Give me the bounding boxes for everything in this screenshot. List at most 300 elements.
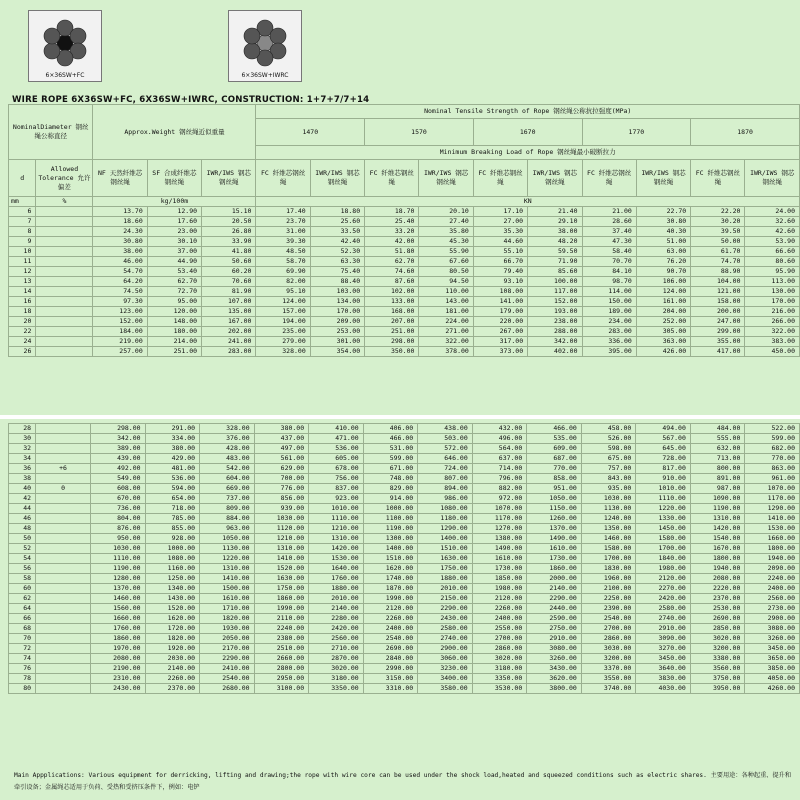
weight-cell: 2290.00 <box>200 654 255 664</box>
breaking-load-cell: 1420.00 <box>690 524 745 534</box>
table-row <box>9 574 800 584</box>
breaking-load-cell: 1990.00 <box>254 604 309 614</box>
weight-cell: 152.00 <box>93 317 147 327</box>
breaking-load-cell: 714.00 <box>472 464 527 474</box>
weight-cell: 180.00 <box>147 327 201 337</box>
table-row <box>9 664 800 674</box>
weight-cell: 30.10 <box>147 237 201 247</box>
breaking-load-cell: 1640.00 <box>309 564 364 574</box>
weight-cell: 107.00 <box>202 297 256 307</box>
breaking-load-cell: 3020.00 <box>309 664 364 674</box>
breaking-load-cell: 380.00 <box>254 424 309 434</box>
tolerance-cell <box>36 267 93 277</box>
table-row <box>9 257 800 267</box>
weight-cell: 202.00 <box>202 327 256 337</box>
weight-cell: 670.00 <box>91 494 146 504</box>
diameter-cell: 78 <box>9 674 36 684</box>
table-row <box>9 454 800 464</box>
weight-cell: 12.90 <box>147 207 201 217</box>
breaking-load-cell: 2080.00 <box>690 574 745 584</box>
weight-cell: 120.00 <box>147 307 201 317</box>
breaking-load-cell: 2580.00 <box>636 604 691 614</box>
diameter-cell: 28 <box>9 424 36 434</box>
breaking-load-cell: 67.60 <box>419 257 473 267</box>
breaking-load-cell: 328.00 <box>256 347 310 357</box>
breaking-load-cell: 972.00 <box>472 494 527 504</box>
breaking-load-cell: 38.00 <box>528 227 582 237</box>
breaking-load-cell: 1170.00 <box>472 514 527 524</box>
breaking-load-cell: 632.00 <box>690 444 745 454</box>
weight-cell: 2540.00 <box>200 674 255 684</box>
table-row <box>9 347 800 357</box>
breaking-load-cell: 1070.00 <box>745 484 800 494</box>
weight-cell: 62.70 <box>147 277 201 287</box>
table-row <box>9 634 800 644</box>
breaking-load-cell: 133.00 <box>365 297 419 307</box>
breaking-load-cell: 682.00 <box>745 444 800 454</box>
breaking-load-cell: 22.70 <box>636 207 690 217</box>
weight-cell: 2310.00 <box>91 674 146 684</box>
tolerance-cell <box>36 247 93 257</box>
breaking-load-cell: 1940.00 <box>745 554 800 564</box>
breaking-load-cell: 33.50 <box>310 227 364 237</box>
breaking-load-cell: 2260.00 <box>472 604 527 614</box>
weight-cell: 1430.00 <box>145 594 200 604</box>
tolerance-cell: +6 <box>36 464 91 474</box>
weight-cell: 54.70 <box>93 267 147 277</box>
breaking-load-cell: 2400.00 <box>472 614 527 624</box>
breaking-load-cell: 2430.00 <box>418 614 473 624</box>
diameter-cell: 60 <box>9 584 36 594</box>
diameter-cell: 30 <box>9 434 36 444</box>
weight-cell: 928.00 <box>145 534 200 544</box>
breaking-load-cell: 267.00 <box>473 327 527 337</box>
breaking-load-cell: 158.00 <box>691 297 745 307</box>
breaking-load-cell: 599.00 <box>363 454 418 464</box>
breaking-load-cell: 770.00 <box>745 454 800 464</box>
breaking-load-cell: 522.00 <box>745 424 800 434</box>
breaking-load-cell: 939.00 <box>254 504 309 514</box>
weight-cell: 1030.00 <box>91 544 146 554</box>
breaking-load-cell: 1980.00 <box>636 564 691 574</box>
diameter-cell: 12 <box>9 267 36 277</box>
breaking-load-cell: 80.50 <box>419 267 473 277</box>
breaking-load-cell: 1880.00 <box>309 584 364 594</box>
weight-cell: 167.00 <box>202 317 256 327</box>
breaking-load-cell: 266.00 <box>745 317 800 327</box>
breaking-load-cell: 373.00 <box>473 347 527 357</box>
breaking-load-cell: 2710.00 <box>309 644 364 654</box>
weight-cell: 1920.00 <box>145 644 200 654</box>
breaking-load-cell: 1380.00 <box>472 534 527 544</box>
breaking-load-cell: 599.00 <box>745 434 800 444</box>
breaking-load-cell: 150.00 <box>582 297 636 307</box>
weight-cell: 135.00 <box>202 307 256 317</box>
breaking-load-cell: 2860.00 <box>581 634 636 644</box>
breaking-load-cell: 143.00 <box>419 297 473 307</box>
breaking-load-cell: 1190.00 <box>363 524 418 534</box>
diameter-cell: 22 <box>9 327 36 337</box>
weight-cell: 1500.00 <box>200 584 255 594</box>
breaking-load-cell: 18.80 <box>310 207 364 217</box>
table-row <box>9 484 800 494</box>
breaking-load-cell: 181.00 <box>419 307 473 317</box>
breaking-load-cell: 1630.00 <box>254 574 309 584</box>
iwr-header: IWR/IWS 钢芯钢丝绳 <box>419 160 473 197</box>
tolerance-cell <box>36 514 91 524</box>
breaking-load-cell: 31.00 <box>256 227 310 237</box>
breaking-load-cell: 152.00 <box>528 297 582 307</box>
weight-cell: 1660.00 <box>91 614 146 624</box>
breaking-load-cell: 2400.00 <box>363 624 418 634</box>
breaking-load-cell: 1350.00 <box>581 524 636 534</box>
breaking-load-cell: 141.00 <box>473 297 527 307</box>
breaking-load-cell: 1130.00 <box>581 504 636 514</box>
breaking-load-cell: 837.00 <box>309 484 364 494</box>
tolerance-cell <box>36 654 91 664</box>
breaking-load-cell: 37.40 <box>582 227 636 237</box>
weight-cell: 44.90 <box>147 257 201 267</box>
breaking-load-cell: 748.00 <box>363 474 418 484</box>
weight-cell: 219.00 <box>93 337 147 347</box>
breaking-load-cell: 536.00 <box>309 444 364 454</box>
sf-header: SF 合成纤维芯钢丝绳 <box>147 160 201 197</box>
weight-cell: 241.00 <box>202 337 256 347</box>
breaking-load-cell: 466.00 <box>527 424 582 434</box>
breaking-load-cell: 3270.00 <box>636 644 691 654</box>
tolerance-cell <box>36 594 91 604</box>
breaking-load-cell: 1150.00 <box>527 504 582 514</box>
breaking-load-cell: 2240.00 <box>745 574 800 584</box>
breaking-load-cell: 756.00 <box>309 474 364 484</box>
breaking-load-cell: 4260.00 <box>745 684 800 694</box>
breaking-load-cell: 484.00 <box>690 424 745 434</box>
breaking-load-cell: 69.90 <box>256 267 310 277</box>
breaking-load-cell: 1670.00 <box>690 544 745 554</box>
breaking-load-cell: 47.30 <box>582 237 636 247</box>
breaking-load-cell: 646.00 <box>418 454 473 464</box>
tolerance-cell <box>36 504 91 514</box>
weight-cell: 1520.00 <box>145 604 200 614</box>
iwr-header: IWR/IWS 钢芯钢丝绳 <box>636 160 690 197</box>
breaking-load-cell: 3090.00 <box>636 634 691 644</box>
breaking-load-cell: 3740.00 <box>581 684 636 694</box>
breaking-load-cell: 39.30 <box>256 237 310 247</box>
breaking-load-cell: 1740.00 <box>363 574 418 584</box>
breaking-load-cell: 395.00 <box>582 347 636 357</box>
diameter-cell: 56 <box>9 564 36 574</box>
breaking-load-cell: 2800.00 <box>254 664 309 674</box>
breaking-load-cell: 2240.00 <box>254 624 309 634</box>
breaking-load-cell: 3830.00 <box>636 674 691 684</box>
weight-cell: 376.00 <box>200 434 255 444</box>
breaking-load-cell: 4050.00 <box>745 674 800 684</box>
unit-weight: kg/100m <box>93 197 256 207</box>
breaking-load-cell: 1310.00 <box>690 514 745 524</box>
breaking-load-cell: 3100.00 <box>254 684 309 694</box>
breaking-load-cell: 363.00 <box>636 337 690 347</box>
tolerance-cell <box>36 614 91 624</box>
breaking-load-cell: 3020.00 <box>472 654 527 664</box>
breaking-load-cell: 71.90 <box>528 257 582 267</box>
breaking-load-cell: 700.00 <box>254 474 309 484</box>
breaking-load-cell: 23.70 <box>256 217 310 227</box>
breaking-load-cell: 21.40 <box>528 207 582 217</box>
breaking-load-cell: 2140.00 <box>309 604 364 614</box>
weight-cell: 669.00 <box>200 484 255 494</box>
breaking-load-cell: 251.00 <box>365 327 419 337</box>
breaking-load-cell: 863.00 <box>745 464 800 474</box>
breaking-load-cell: 21.00 <box>582 207 636 217</box>
breaking-load-cell: 1510.00 <box>418 544 473 554</box>
breaking-load-cell: 317.00 <box>473 337 527 347</box>
tolerance-cell <box>36 584 91 594</box>
weight-cell: 429.00 <box>145 454 200 464</box>
diameter-cell: 11 <box>9 257 36 267</box>
image-caption-fc: 6×36SW+FC <box>45 72 85 79</box>
breaking-load-cell: 2540.00 <box>363 634 418 644</box>
breaking-load-cell: 75.40 <box>310 267 364 277</box>
weight-cell: 46.00 <box>93 257 147 267</box>
diameter-cell: 40 <box>9 484 36 494</box>
breaking-load-cell: 85.60 <box>528 267 582 277</box>
weight-cell: 342.00 <box>91 434 146 444</box>
breaking-load-cell: 1300.00 <box>363 534 418 544</box>
weight-cell: 24.30 <box>93 227 147 237</box>
weight-cell: 72.70 <box>147 287 201 297</box>
tolerance-cell <box>36 317 93 327</box>
breaking-load-cell: 247.00 <box>691 317 745 327</box>
breaking-load-cell: 161.00 <box>636 297 690 307</box>
weight-cell: 608.00 <box>91 484 146 494</box>
breaking-load-cell: 110.00 <box>419 287 473 297</box>
breaking-load-cell: 675.00 <box>581 454 636 464</box>
weight-cell: 1610.00 <box>200 594 255 604</box>
tolerance-cell <box>36 564 91 574</box>
breaking-load-cell: 82.00 <box>256 277 310 287</box>
weight-cell: 298.00 <box>91 424 146 434</box>
breaking-load-cell: 466.00 <box>363 434 418 444</box>
tolerance-cell <box>36 644 91 654</box>
fc-header: FC 纤维芯钢丝绳 <box>691 160 745 197</box>
breaking-load-cell: 95.10 <box>256 287 310 297</box>
diameter-cell: 36 <box>9 464 36 474</box>
diameter-cell: 74 <box>9 654 36 664</box>
breaking-load-cell: 2540.00 <box>581 614 636 624</box>
breaking-load-cell: 2010.00 <box>309 594 364 604</box>
table-row <box>9 654 800 664</box>
diameter-cell: 38 <box>9 474 36 484</box>
breaking-load-cell: 1110.00 <box>309 514 364 524</box>
unit-kn: KN <box>256 197 800 207</box>
weight-cell: 123.00 <box>93 307 147 317</box>
breaking-load-cell: 2140.00 <box>527 584 582 594</box>
tolerance-cell <box>36 347 93 357</box>
breaking-load-cell: 53.90 <box>745 237 800 247</box>
breaking-load-cell: 104.00 <box>691 277 745 287</box>
breaking-load-cell: 299.00 <box>691 327 745 337</box>
table-row <box>9 207 800 217</box>
breaking-load-cell: 2900.00 <box>418 644 473 654</box>
breaking-load-cell: 79.40 <box>473 267 527 277</box>
table-row <box>9 614 800 624</box>
breaking-load-cell: 32.60 <box>745 217 800 227</box>
breaking-load-cell: 1260.00 <box>527 514 582 524</box>
weight-cell: 1050.00 <box>200 534 255 544</box>
breaking-load-cell: 2700.00 <box>581 624 636 634</box>
breaking-load-cell: 3430.00 <box>527 664 582 674</box>
breaking-load-cell: 2270.00 <box>636 584 691 594</box>
nf-header: NF 天然纤维芯钢丝绳 <box>93 160 147 197</box>
weight-cell: 876.00 <box>91 524 146 534</box>
breaking-load-cell: 843.00 <box>581 474 636 484</box>
breaking-load-cell: 1030.00 <box>581 494 636 504</box>
weight-cell: 1000.00 <box>145 544 200 554</box>
breaking-load-cell: 770.00 <box>527 464 582 474</box>
breaking-load-cell: 432.00 <box>472 424 527 434</box>
weight-cell: 328.00 <box>200 424 255 434</box>
weight-cell: 483.00 <box>200 454 255 464</box>
breaking-load-cell: 55.10 <box>473 247 527 257</box>
breaking-load-cell: 1840.00 <box>636 554 691 564</box>
weight-cell: 15.10 <box>202 207 256 217</box>
breaking-load-cell: 354.00 <box>310 347 364 357</box>
breaking-load-cell: 1580.00 <box>581 544 636 554</box>
breaking-load-cell: 1070.00 <box>472 504 527 514</box>
breaking-load-cell: 58.40 <box>582 247 636 257</box>
weight-cell: 654.00 <box>145 494 200 504</box>
tolerance-cell <box>36 277 93 287</box>
breaking-load-cell: 98.70 <box>582 277 636 287</box>
breaking-load-cell: 494.00 <box>636 424 691 434</box>
weight-cell: 2430.00 <box>91 684 146 694</box>
diameter-cell: 18 <box>9 307 36 317</box>
weight-cell: 549.00 <box>91 474 146 484</box>
breaking-load-cell: 234.00 <box>582 317 636 327</box>
breaking-load-cell: 776.00 <box>254 484 309 494</box>
breaking-load-cell: 114.00 <box>582 287 636 297</box>
rope-section-image-iwrc <box>228 10 302 82</box>
table-row <box>9 684 800 694</box>
weight-cell: 1280.00 <box>91 574 146 584</box>
tolerance-cell <box>36 664 91 674</box>
breaking-load-cell: 3350.00 <box>472 674 527 684</box>
grade-1570: 1570 <box>365 119 474 146</box>
breaking-load-cell: 3260.00 <box>745 634 800 644</box>
breaking-load-cell: 157.00 <box>256 307 310 317</box>
breaking-load-cell: 84.10 <box>582 267 636 277</box>
breaking-load-cell: 58.70 <box>256 257 310 267</box>
weight-cell: 97.30 <box>93 297 147 307</box>
tolerance-cell <box>36 297 93 307</box>
breaking-load-cell: 1800.00 <box>745 544 800 554</box>
weight-cell: 53.40 <box>147 267 201 277</box>
table-row <box>9 217 800 227</box>
diameter-cell: 42 <box>9 494 36 504</box>
breaking-load-cell: 1450.00 <box>636 524 691 534</box>
breaking-load-cell: 2440.00 <box>527 604 582 614</box>
fc-cross-section-icon <box>29 11 101 81</box>
breaking-load-cell: 2010.00 <box>418 584 473 594</box>
breaking-load-cell: 1860.00 <box>254 594 309 604</box>
table-row <box>9 514 800 524</box>
breaking-load-cell: 204.00 <box>636 307 690 317</box>
table-row <box>9 307 800 317</box>
diameter-cell: 34 <box>9 454 36 464</box>
breaking-load-cell: 2120.00 <box>363 604 418 614</box>
tolerance-cell <box>36 634 91 644</box>
weight-cell: 20.50 <box>202 217 256 227</box>
breaking-load-cell: 102.00 <box>365 287 419 297</box>
breaking-load-cell: 108.00 <box>473 287 527 297</box>
breaking-load-cell: 417.00 <box>691 347 745 357</box>
table-row <box>9 277 800 287</box>
table-row <box>9 287 800 297</box>
breaking-load-cell: 1730.00 <box>472 564 527 574</box>
table-row <box>9 337 800 347</box>
weight-cell: 809.00 <box>200 504 255 514</box>
table-row <box>9 604 800 614</box>
breaking-load-cell: 1460.00 <box>581 534 636 544</box>
weight-cell: 2680.00 <box>200 684 255 694</box>
breaking-load-cell: 220.00 <box>473 317 527 327</box>
grade-1670: 1670 <box>473 119 582 146</box>
breaking-load-cell: 3370.00 <box>581 664 636 674</box>
breaking-load-cell: 3200.00 <box>690 644 745 654</box>
breaking-load-cell: 121.00 <box>691 287 745 297</box>
weight-cell: 428.00 <box>200 444 255 454</box>
applications-note: Main Appplications: Various equipment for derricking, lifting and drawing;the rope with wire core can be used under the shock load,heated and squeezed conditions such as electric shares. 主要用途：各种起重、提升和牵引设备；金属绳芯适用于负荷、受热和受挤压条件下，例如：电铲 <box>14 772 792 791</box>
breaking-load-cell: 134.00 <box>310 297 364 307</box>
breaking-load-cell: 605.00 <box>309 454 364 464</box>
breaking-load-cell: 1880.00 <box>418 574 473 584</box>
breaking-load-cell: 25.60 <box>310 217 364 227</box>
tolerance-cell <box>36 624 91 634</box>
weight-cell: 785.00 <box>145 514 200 524</box>
breaking-load-cell: 1010.00 <box>309 504 364 514</box>
breaking-load-cell: 2150.00 <box>418 594 473 604</box>
diameter-cell: 16 <box>9 297 36 307</box>
diameter-cell: 32 <box>9 444 36 454</box>
table-row <box>9 227 800 237</box>
weight-cell: 95.00 <box>147 297 201 307</box>
breaking-load-cell: 497.00 <box>254 444 309 454</box>
breaking-load-cell: 29.10 <box>528 217 582 227</box>
breaking-load-cell: 28.60 <box>582 217 636 227</box>
fc-header: FC 纤维芯钢丝绳 <box>582 160 636 197</box>
breaking-load-cell: 2910.00 <box>636 624 691 634</box>
breaking-load-cell: 3850.00 <box>745 664 800 674</box>
weight-cell: 33.90 <box>202 237 256 247</box>
breaking-load-cell: 3020.00 <box>690 634 745 644</box>
breaking-load-cell: 1090.00 <box>690 494 745 504</box>
diameter-cell: 66 <box>9 614 36 624</box>
breaking-load-cell: 2740.00 <box>418 634 473 644</box>
breaking-load-cell: 2000.00 <box>527 574 582 584</box>
breaking-load-cell: 45.30 <box>419 237 473 247</box>
breaking-load-cell: 3550.00 <box>581 674 636 684</box>
breaking-load-cell: 2420.00 <box>636 594 691 604</box>
weight-cell: 1460.00 <box>91 594 146 604</box>
weight-cell: 1820.00 <box>145 634 200 644</box>
breaking-load-cell: 1210.00 <box>309 524 364 534</box>
breaking-load-cell: 531.00 <box>363 444 418 454</box>
breaking-load-cell: 914.00 <box>363 494 418 504</box>
breaking-load-cell: 1620.00 <box>363 564 418 574</box>
breaking-load-cell: 93.10 <box>473 277 527 287</box>
tensile-strength-header: Nominal Tensile Strength of Rope 钢丝绳公称抗拉强度(MPa) <box>256 105 800 119</box>
breaking-load-cell: 342.00 <box>528 337 582 347</box>
